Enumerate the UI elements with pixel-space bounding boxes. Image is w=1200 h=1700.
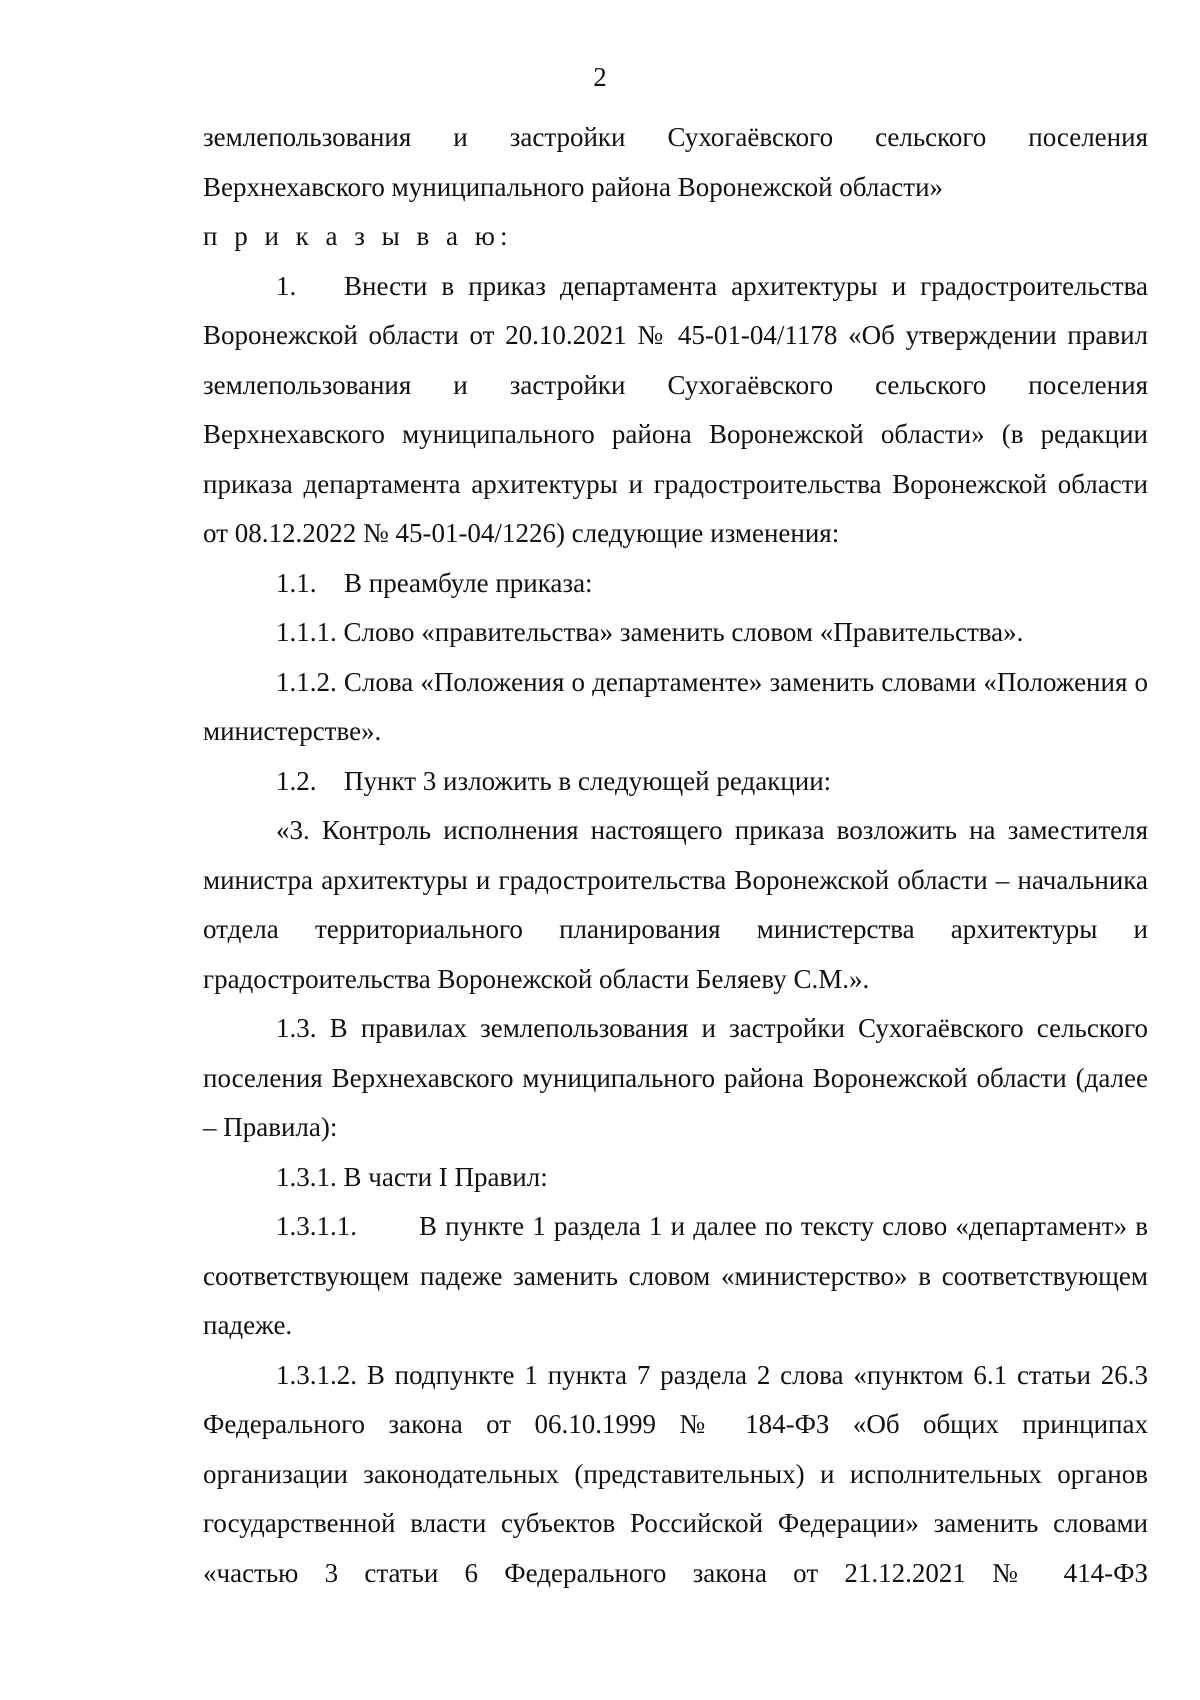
paragraph-1-2 xyxy=(203,757,1148,807)
paragraph-1-3: 1.3. В правилах землепользования и застройки Сухогаёвского сельского поселения Верхнехавского муниципального района Воронежской области (далее – Правила): xyxy=(203,1013,1148,1142)
document-body xyxy=(203,113,1148,1598)
paragraph-1-3-1-1-text: В пункте 1 раздела 1 и далее по тексту слово «департамент» в соответствующем падеже заменить словом «министерство» в соответствующем падеже. xyxy=(203,1211,1148,1340)
paragraph-1-1-1: 1.1.1. Слово «правительства» заменить словом «Правительства». xyxy=(276,617,1024,647)
paragraph-1-1-text: В преамбуле приказа: xyxy=(344,567,593,598)
paragraph-1-3-1: 1.3.1. В части I Правил: xyxy=(276,1161,548,1192)
paragraph-1-3-1-2: 1.3.1.2. В подпункте 1 пункта 7 раздела 2 слова «пунктом 6.1 статьи 26.3 Федерального закона от 06.10.1999 № 184-ФЗ «Об общих принципах организации законодательных (представительных) и исполнительных органов государственной власти субъектов Российской Федерации» заменить словами «частью 3 статьи 6 Федерального закона от 21.12.2021 № 414-ФЗ xyxy=(203,1359,1148,1588)
paragraph-1-number: 1. xyxy=(276,270,297,301)
paragraph-1-3-1-1-number: 1.3.1.1. xyxy=(276,1211,357,1241)
paragraph-1-1 xyxy=(203,559,1148,609)
page-number: 2 xyxy=(593,62,607,92)
paragraph-1 xyxy=(203,262,1148,559)
paragraph-1-2-number: 1.2. xyxy=(276,765,317,796)
paragraph-1-1-2: 1.1.2. Слова «Положения о департаменте» заменить словами «Положения о министерстве». xyxy=(203,666,1148,746)
paragraph-1-2-quote: «3. Контроль исполнения настоящего приказа возложить на заместителя министра архитектуры и градостроительства Воронежской области – начальника отдела территориального планирования министерства архитектуры и градостроительства Воронежской области Беляеву С.М.». xyxy=(203,815,1148,994)
order-word: п р и к а з ы в а ю: xyxy=(203,221,513,251)
paragraph-1-3-1-1 xyxy=(203,1202,1148,1351)
paragraph-1-2-text: Пункт 3 изложить в следующей редакции: xyxy=(344,765,832,796)
paragraph-1-text: Внести в приказ департамента архитектуры и градостроительства Воронежской области от 20.10.2021 № 45-01-04/1178 «Об утверждении правил землепользования и застройки Сухогаёвского сельского поселения Верхнехавского муниципального района Воронежской области» (в редакции приказа департамента архитектуры и градостроительства Воронежской области от 08.12.2022 № 45-01-04/1226) следующие изменения: xyxy=(203,270,1148,548)
paragraph-continuation: землепользования и застройки Сухогаёвского сельского поселения Верхнехавского муниципального района Воронежской области» xyxy=(203,122,1148,202)
paragraph-1-1-number: 1.1. xyxy=(276,567,317,598)
